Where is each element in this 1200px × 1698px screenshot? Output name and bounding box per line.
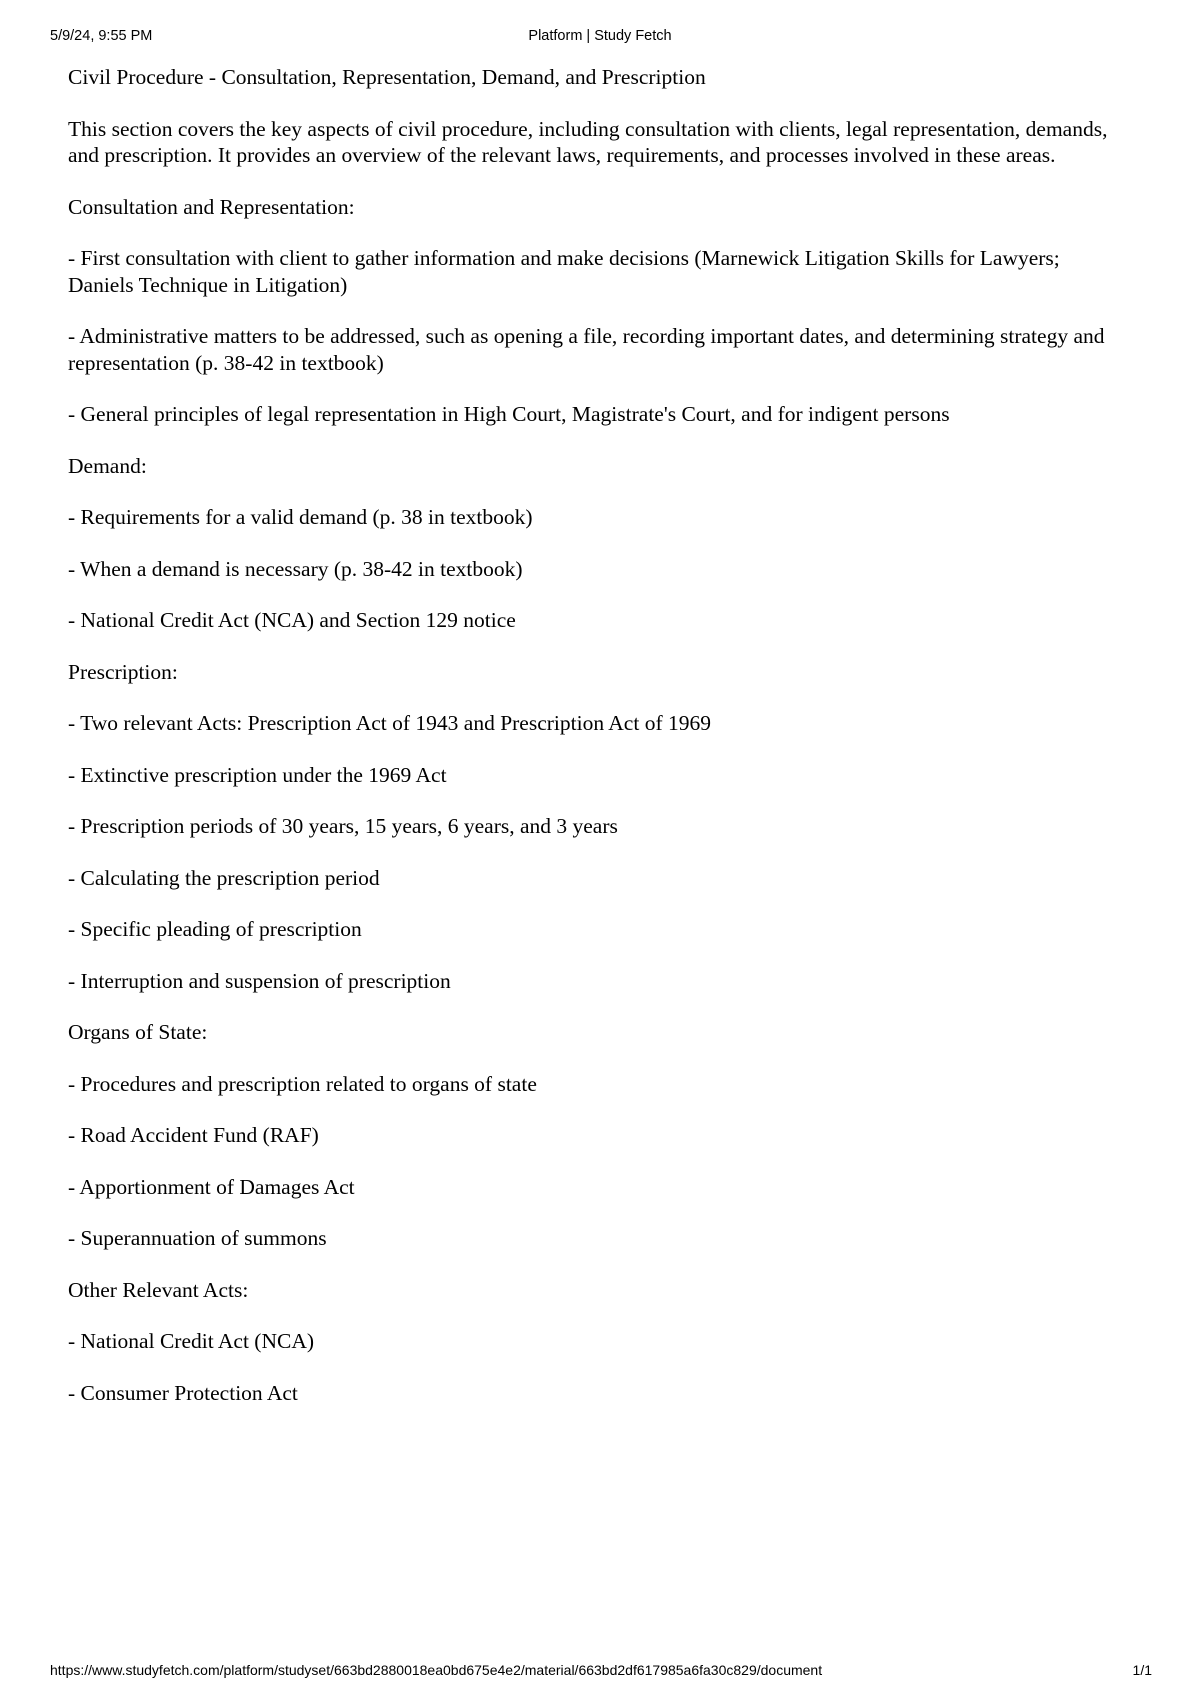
list-item: - Consumer Protection Act [68, 1380, 298, 1405]
page-number: 1/1 [1132, 1662, 1152, 1678]
list-item: - First consultation with client to gather information and make decisions (Marnewick Litigation Skills for Lawyers; Daniels Technique in Litigation) [68, 246, 1060, 297]
section-heading-demand: Demand: [68, 453, 147, 478]
section-heading-organs-of-state: Organs of State: [68, 1020, 208, 1044]
print-datetime: 5/9/24, 9:55 PM [50, 28, 153, 44]
list-item: - Superannuation of summons [68, 1226, 327, 1250]
list-item: - Apportionment of Damages Act [68, 1174, 355, 1199]
print-url: https://www.studyfetch.com/platform/studyset/663bd2880018ea0bd675e4e2/material/663bd2df617985a6fa30c829/document [50, 1662, 823, 1678]
section-heading-consultation: Consultation and Representation: [68, 194, 355, 219]
document-content [68, 64, 1128, 1431]
list-item: - Interruption and suspension of prescription [68, 968, 451, 993]
list-item: - National Credit Act (NCA) and Section 129 notice [68, 608, 516, 632]
list-item: - Procedures and prescription related to organs of state [68, 1071, 537, 1096]
list-item: - When a demand is necessary (p. 38-42 in textbook) [68, 556, 523, 581]
list-item: - Extinctive prescription under the 1969 Act [68, 762, 447, 787]
list-item: - Road Accident Fund (RAF) [68, 1123, 319, 1147]
print-footer [50, 1662, 1152, 1682]
list-item: - Specific pleading of prescription [68, 917, 362, 941]
list-item: - General principles of legal representation in High Court, Magistrate's Court, and for indigent persons [68, 402, 950, 426]
section-heading-other-acts: Other Relevant Acts: [68, 1277, 249, 1302]
document-title: Civil Procedure - Consultation, Representation, Demand, and Prescription [68, 65, 706, 89]
list-item: - National Credit Act (NCA) [68, 1329, 315, 1353]
list-item: - Requirements for a valid demand (p. 38 in textbook) [68, 505, 533, 529]
print-header [50, 28, 1150, 48]
list-item: - Prescription periods of 30 years, 15 years, 6 years, and 3 years [68, 814, 618, 838]
section-heading-prescription: Prescription: [68, 659, 178, 684]
list-item: - Calculating the prescription period [68, 865, 380, 890]
list-item: - Administrative matters to be addressed, such as opening a file, recording important dates, and determining strategy and representation (p. 38-42 in textbook) [68, 324, 1105, 375]
print-page-title: Platform | Study Fetch [528, 28, 672, 44]
document-intro: This section covers the key aspects of civil procedure, including consultation with clients, legal representation, demands, and prescription. It provides an overview of the relevant laws, requirements, and processes involved in these areas. [68, 116, 1108, 167]
list-item: - Two relevant Acts: Prescription Act of 1943 and Prescription Act of 1969 [68, 711, 711, 735]
